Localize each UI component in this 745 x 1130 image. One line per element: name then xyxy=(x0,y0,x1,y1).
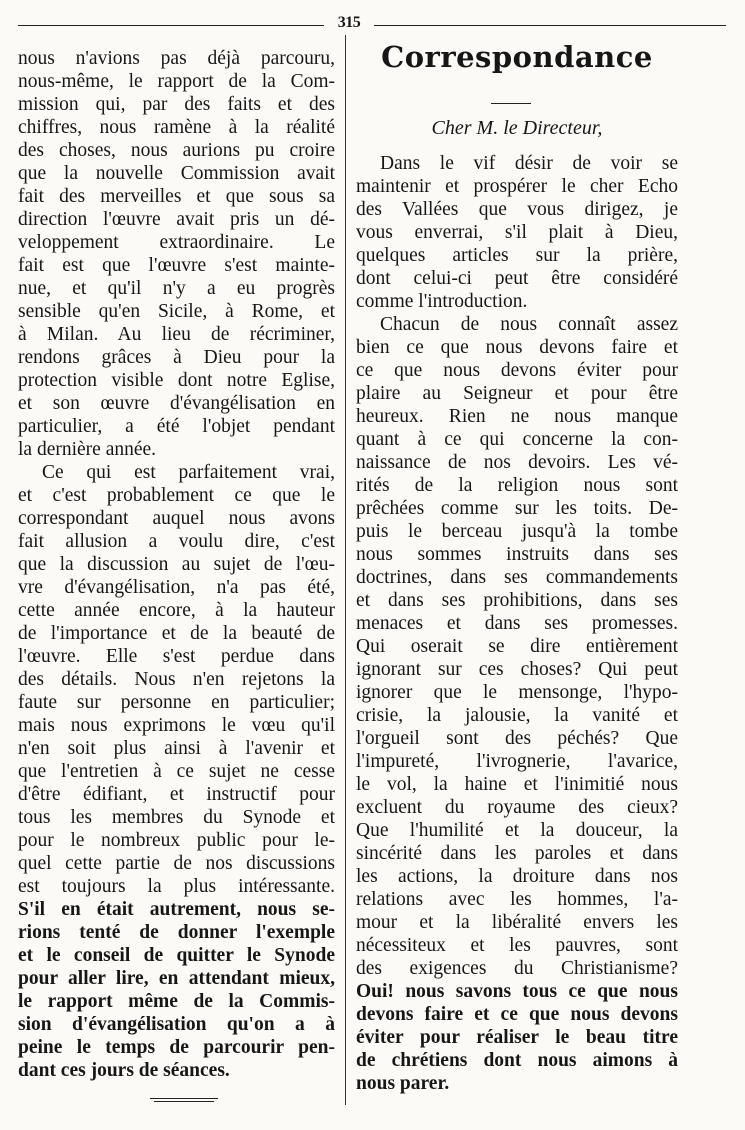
text-line: des détails. Nous n'en rejetons la xyxy=(18,669,335,690)
text-line: fait des merveilles et que sous sa xyxy=(18,186,335,207)
text-line: les actions, la droiture dans nos xyxy=(356,866,678,887)
text-line: que la nouvelle Commission avait xyxy=(18,163,335,184)
text-line: Chacun de nous connaît assez xyxy=(380,314,678,335)
text-line: direction l'œuvre avait pris un dé- xyxy=(18,209,335,230)
text-line: l'œuvre. Elle s'est perdue dans xyxy=(18,646,335,667)
text-line: puis le berceau jusqu'à la tombe xyxy=(356,521,678,542)
header-rule-left xyxy=(18,25,324,26)
text-line: veloppement extraordinaire. Le xyxy=(18,232,335,253)
text-line: Oui! nous savons tous ce que nous xyxy=(356,981,678,1002)
text-line: cette année encore, à la hauteur xyxy=(18,600,335,621)
text-line: pour aller lire, en attendant mieux, xyxy=(18,968,335,989)
text-line: d'être édifiant, et instructif pour xyxy=(18,784,335,805)
text-line: mission qui, par des faits et des xyxy=(18,94,335,115)
text-line: et c'est probablement ce que le xyxy=(18,485,335,506)
page-header xyxy=(18,14,726,34)
left-column xyxy=(18,47,335,1082)
text-line: rendons grâces à Dieu pour la xyxy=(18,347,335,368)
text-line: est toujours la plus intéressante. xyxy=(18,876,335,897)
text-line: ignorant sur ces choses? Qui peut xyxy=(356,659,678,680)
text-line: mour et la libéralité envers les xyxy=(356,912,678,933)
column-divider xyxy=(345,35,346,1105)
text-line: sensible qu'en Sicile, à Rome, et xyxy=(18,301,335,322)
text-line: ignorer que le mensonge, l'hypo- xyxy=(356,682,678,703)
text-line: fait allusion a voulu dire, c'est xyxy=(18,531,335,552)
text-line: mais nous exprimons le vœu qu'il xyxy=(18,715,335,736)
text-line: et dans ses prohibitions, dans ses xyxy=(356,590,678,611)
text-line: des exigences du Christianisme? xyxy=(356,958,678,979)
text-line: particulier, a été l'objet pendant xyxy=(18,416,335,437)
text-line: et le conseil de quitter le Synode xyxy=(18,945,335,966)
text-line: nous parer. xyxy=(356,1073,450,1094)
text-line: n'en soit plus ainsi à l'avenir et xyxy=(18,738,335,759)
text-line: le rapport même de la Commis- xyxy=(18,991,335,1012)
right-column xyxy=(356,152,678,1095)
text-line: rions tenté de donner l'exemple xyxy=(18,922,335,943)
text-line: devons faire et ce que nous devons xyxy=(356,1004,678,1025)
text-line: naissance de nos devoirs. Les vé- xyxy=(356,452,678,473)
text-line: nous-même, le rapport de la Com- xyxy=(18,71,335,92)
text-line: que la discussion au sujet de l'œu- xyxy=(18,554,335,575)
text-line: vous enverrai, s'il plait à Dieu, xyxy=(356,222,678,243)
text-line: S'il en était autrement, nous se- xyxy=(18,899,335,920)
salutation: Cher M. le Directeur, xyxy=(431,117,603,139)
text-line: quel cette partie de nos discussions xyxy=(18,853,335,874)
text-line: dant ces jours de séances. xyxy=(18,1060,230,1081)
text-line: peine le temps de parcourir pen- xyxy=(18,1037,335,1058)
text-line: plaire au Seigneur et pour être xyxy=(356,383,678,404)
text-line: nue, et qu'il n'y a eu progrès xyxy=(18,278,335,299)
text-line: fait est que l'œuvre s'est mainte- xyxy=(18,255,335,276)
text-line: bien ce que nous devons faire et xyxy=(356,337,678,358)
text-line: maintenir et prospérer le cher Echo xyxy=(356,176,678,197)
text-line: tous les membres du Synode et xyxy=(18,807,335,828)
text-line: éviter pour réaliser le beau titre xyxy=(356,1027,678,1048)
text-line: nécessiteux et les pauvres, sont xyxy=(356,935,678,956)
text-line: Ce qui est parfaitement vrai, xyxy=(42,462,335,483)
text-line: crisie, la jalousie, la vanité et xyxy=(356,705,678,726)
text-line: prêchées comme sur les toits. De- xyxy=(356,498,678,519)
text-line: quant à ce qui concerne la con- xyxy=(356,429,678,450)
text-line: Qui oserait se dire entièrement xyxy=(356,636,678,657)
text-line: doctrines, dans ses commandements xyxy=(356,567,678,588)
text-line: que l'entretien à ce sujet ne cesse xyxy=(18,761,335,782)
text-line: relations avec les hommes, l'a- xyxy=(356,889,678,910)
text-line: Que l'humilité et la douceur, la xyxy=(356,820,678,841)
text-line: ce que nous devons éviter pour xyxy=(356,360,678,381)
text-line: excluent du royaume des cieux? xyxy=(356,797,678,818)
text-line: menaces et dans ses promesses. xyxy=(356,613,678,634)
text-line: sincérité dans les paroles et dans xyxy=(356,843,678,864)
text-line: et son œuvre d'évangélisation en xyxy=(18,393,335,414)
text-line: le vol, la haine et l'inimitié nous xyxy=(356,774,678,795)
text-line: de l'importance et de la beauté de xyxy=(18,623,335,644)
section-title: Correspondance xyxy=(381,40,653,74)
text-line: l'orgueil sont des péchés? Que xyxy=(356,728,678,749)
column-end-ornament xyxy=(150,1098,218,1099)
text-line: chiffres, nous ramène à la réalité xyxy=(18,117,335,138)
title-dash xyxy=(491,103,531,104)
text-line: la dernière année. xyxy=(18,439,157,460)
text-line: des Vallées que vous dirigez, je xyxy=(356,199,678,220)
text-line: nous sommes instruits dans ses xyxy=(356,544,678,565)
text-line: nous n'avions pas déjà parcouru, xyxy=(18,48,335,69)
page-number: 315 xyxy=(337,14,361,31)
text-line: faute sur personne en particulier; xyxy=(18,692,335,713)
text-line: de chrétiens dont nous aimons à xyxy=(356,1050,678,1071)
text-line: à Milan. Au lieu de récriminer, xyxy=(18,324,335,345)
text-line: l'impureté, l'ivrognerie, l'avarice, xyxy=(356,751,678,772)
text-line: correspondant auquel nous avons xyxy=(18,508,335,529)
text-line: comme l'introduction. xyxy=(356,291,528,312)
text-line: pour le nombreux public pour le- xyxy=(18,830,335,851)
text-line: rités de la religion nous sont xyxy=(356,475,678,496)
text-line: heureux. Rien ne nous manque xyxy=(356,406,678,427)
text-line: quelques articles sur la prière, xyxy=(356,245,678,266)
text-line: des choses, nous aurions pu croire xyxy=(18,140,335,161)
text-line: protection visible dont notre Eglise, xyxy=(18,370,335,391)
text-line: Dans le vif désir de voir se xyxy=(380,153,678,174)
text-line: dont celui-ci peut être considéré xyxy=(356,268,678,289)
text-line: vre d'évangélisation, n'a pas été, xyxy=(18,577,335,598)
text-line: sion d'évangélisation qu'on a à xyxy=(18,1014,335,1035)
header-rule-right xyxy=(374,25,726,26)
